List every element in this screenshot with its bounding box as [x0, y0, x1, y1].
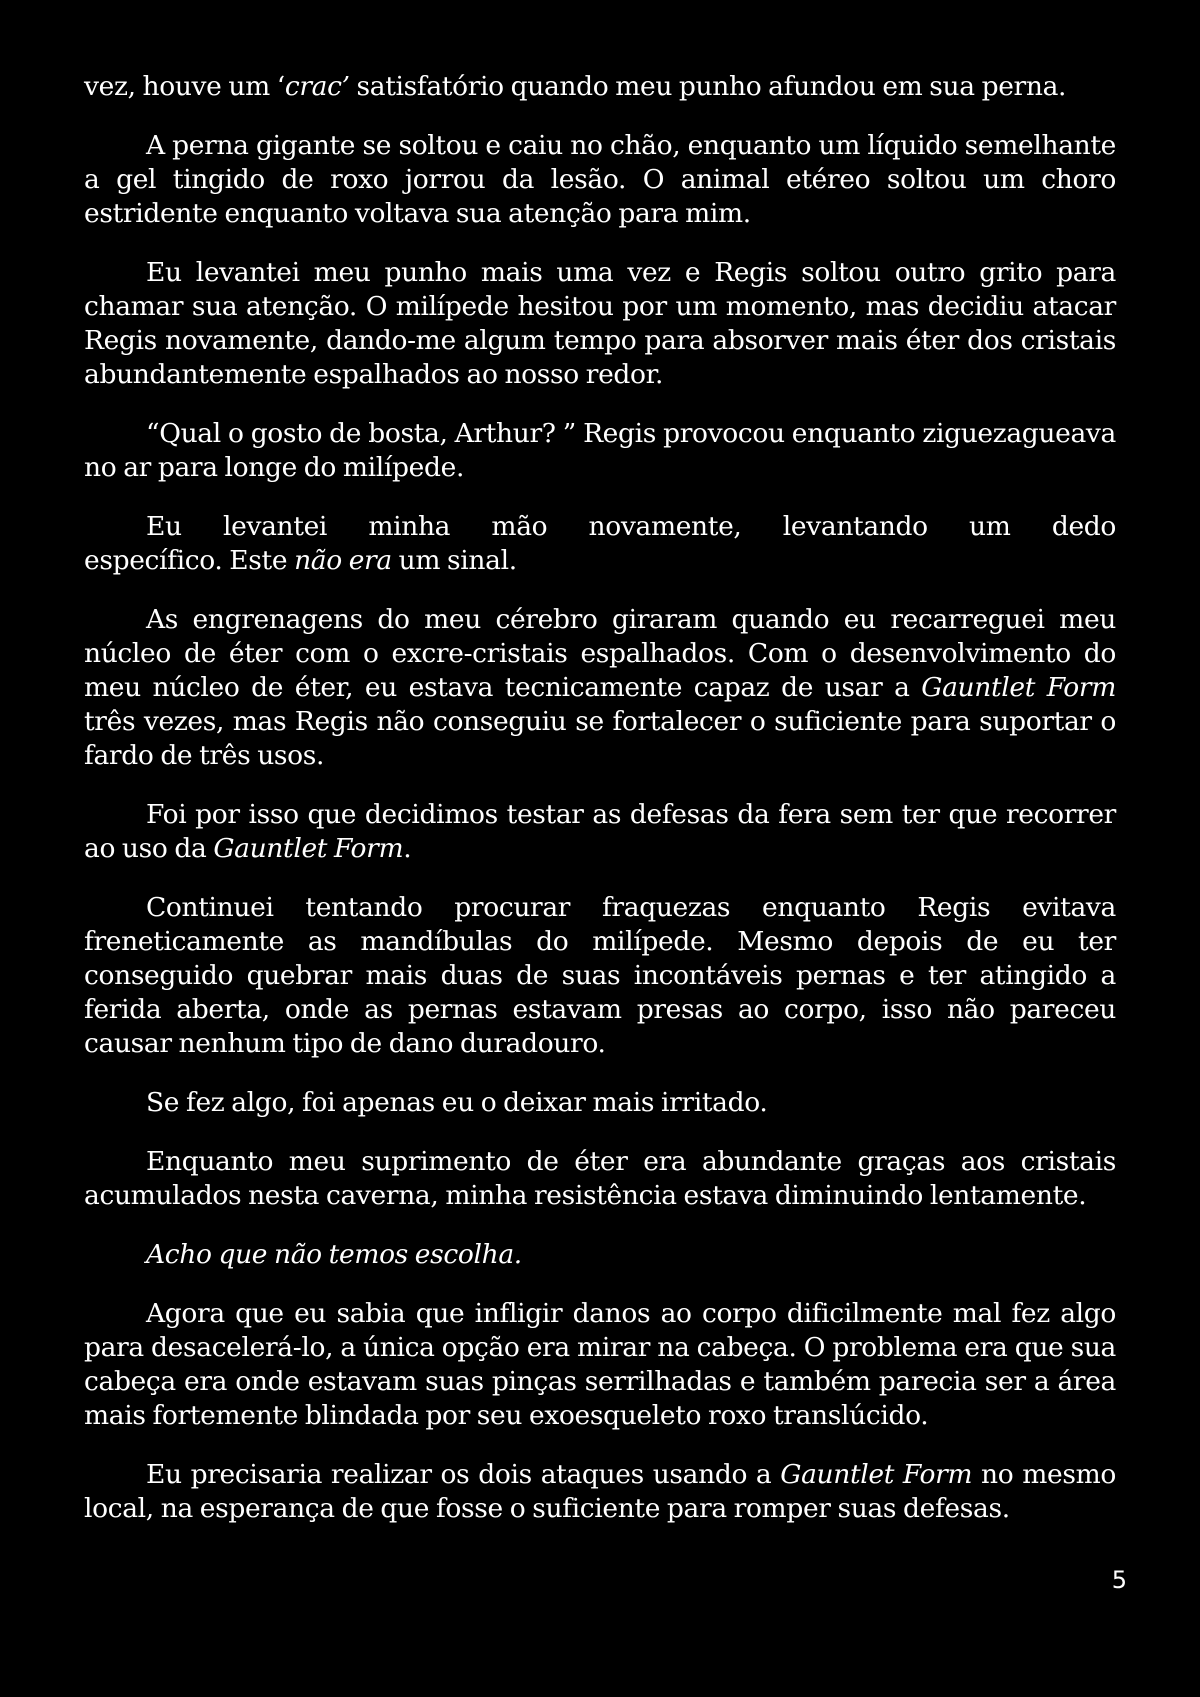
- paragraph-4: “Qual o gosto de bosta, Arthur? ” Regis provocou enquanto ziguezagueava no ar para longe do milípede.: [84, 418, 1116, 483]
- paragraph-2: A perna gigante se soltou e caiu no chão, enquanto um líquido semelhante a gel tingido de roxo jorrou da lesão. O animal etéreo soltou um choro estridente enquanto voltava sua atenção para mim.: [84, 130, 1116, 229]
- italic-term: Gauntlet Form: [921, 672, 1116, 703]
- paragraph-10: Enquanto meu suprimento de éter era abundante graças aos cristais acumulados nesta caverna, minha resistência estava diminuindo lentamente.: [84, 1146, 1116, 1211]
- chapter-text: [84, 70, 1116, 1551]
- paragraph-6: [84, 603, 1116, 773]
- text-run: três vezes, mas Regis não conseguiu se fortalecer o suficiente para suportar o fardo de três usos.: [84, 706, 1116, 771]
- paragraph-5: [84, 510, 1116, 578]
- paragraph-8: Continuei tentando procurar fraquezas enquanto Regis evitava freneticamente as mandíbulas do milípede. Mesmo depois de eu ter conseguido quebrar mais duas de suas incontáveis pernas e ter atingido a ferida aberta, onde as pernas estavam presas ao corpo, isso não pareceu causar nenhum tipo de dano duradouro.: [84, 892, 1116, 1059]
- paragraph-5-line-2: [84, 544, 1116, 578]
- text-run: específico. Este: [84, 545, 295, 576]
- paragraph-5-line-1: Eu levantei minha mão novamente, levantando um dedo: [146, 511, 1116, 542]
- paragraph-12: Agora que eu sabia que infligir danos ao corpo dificilmente mal fez algo para desacelerá-lo, a única opção era mirar na cabeça. O problema era que sua cabeça era onde estavam suas pinças serrilhadas e também parecia ser a área mais fortemente blindada por seu exoesqueleto roxo translúcido.: [84, 1298, 1116, 1431]
- paragraph-9: Se fez algo, foi apenas eu o deixar mais irritado.: [146, 1087, 768, 1118]
- text-run: vez, houve um ‘: [84, 71, 285, 102]
- page-number: 5: [1111, 1566, 1127, 1594]
- text-run: Foi por isso que decidimos testar as defesas da fera sem ter que recorrer ao uso da: [84, 799, 1116, 864]
- text-run: satisfatório quando meu punho afundou em sua perna.: [349, 71, 1067, 102]
- paragraph-7: [84, 798, 1116, 866]
- paragraph-13: [84, 1458, 1116, 1526]
- text-run: .: [403, 833, 412, 864]
- paragraph-3: Eu levantei meu punho mais uma vez e Regis soltou outro grito para chamar sua atenção. O milípede hesitou por um momento, mas decidiu atacar Regis novamente, dando-me algum tempo para absorver mais éter dos cristais abundantemente espalhados ao nosso redor.: [84, 257, 1116, 390]
- italic-term: Gauntlet Form: [213, 833, 404, 864]
- text-run: no mesmo local, na esperança de que fosse o suficiente para romper suas defesas.: [84, 1459, 1116, 1524]
- paragraph-11-thought: Acho que não temos escolha.: [146, 1239, 522, 1270]
- text-run: Eu precisaria realizar os dois ataques usando a: [146, 1459, 781, 1490]
- italic-sound-effect: crac’: [284, 71, 350, 102]
- text-run: um sinal.: [391, 545, 517, 576]
- italic-emphasis: não era: [294, 545, 392, 576]
- text-run: As engrenagens do meu cérebro giraram quando eu recarreguei meu núcleo de éter com o excre-cristais espalhados. Com o desenvolvimento do meu núcleo de éter, eu estava tecnicamente capaz de usar a: [84, 604, 1116, 703]
- italic-term: Gauntlet Form: [780, 1459, 973, 1490]
- paragraph-1: [84, 70, 1116, 104]
